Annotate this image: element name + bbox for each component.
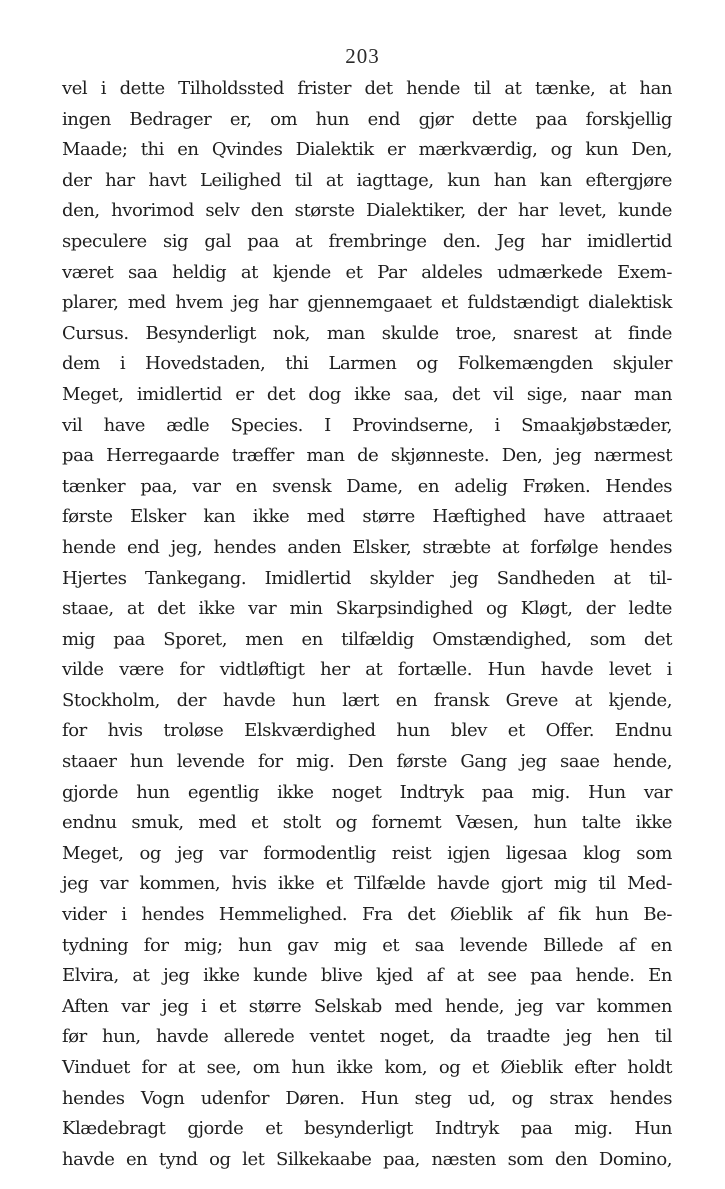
text-line: jeg var kommen, hvis ikke et Tilfælde havde gjort mig til Med- [62, 873, 672, 895]
text-line: Meget, og jeg var formodentlig reist igjen ligesaa klog som [62, 842, 672, 864]
text-line: endnu smuk, med et stolt og fornemt Væsen, hun talte ikke [62, 812, 672, 834]
text-line: vilde være for vidtløftigt her at fortælle. Hun havde levet i [62, 659, 672, 681]
text-line: Elvira, at jeg ikke kunde blive kjed af at see paa hende. En [62, 965, 672, 987]
text-line: Hjertes Tankegang. Imidlertid skylder jeg Sandheden at til- [62, 567, 672, 589]
text-line: Meget, imidlertid er det dog ikke saa, det vil sige, naar man [62, 383, 672, 405]
text-line: staaer hun levende for mig. Den første Gang jeg saae hende, [62, 751, 672, 773]
text-line: Maade; thi en Qvindes Dialektik er mærkværdig, og kun Den, [62, 139, 672, 161]
text-line: den, hvorimod selv den største Dialektiker, der har levet, kunde [62, 200, 672, 222]
text-line: for hvis troløse Elskværdighed hun blev et Offer. Endnu [62, 720, 672, 742]
text-line: været saa heldig at kjende et Par aldeles udmærkede Exem- [62, 261, 672, 283]
text-line: vel i dette Tilholdssted frister det hende til at tænke, at han [62, 78, 672, 99]
text-line: hende end jeg, hendes anden Elsker, stræbte at forfølge hendes [62, 536, 672, 558]
text-line: plarer, med hvem jeg har gjennemgaaet et fuldstændigt dialektisk [62, 292, 672, 314]
text-line: Stockholm, der havde hun lært en fransk Greve at kjende, [62, 689, 672, 711]
text-line: første Elsker kan ikke med større Hæftighed have attraaet [62, 506, 672, 528]
text-line: vil have ædle Species. I Provindserne, i Smaakjøbstæder, [62, 414, 672, 436]
text-line: mig paa Sporet, men en tilfældig Omstændighed, som det [62, 628, 672, 650]
text-line: hendes Vogn udenfor Døren. Hun steg ud, og strax hendes [62, 1087, 672, 1109]
text-line: tænker paa, var en svensk Dame, en adelig Frøken. Hendes [62, 475, 672, 497]
text-line: Klædebragt gjorde et besynderligt Indtryk paa mig. Hun [62, 1118, 672, 1140]
page-number: 203 [345, 44, 380, 68]
body-text [62, 74, 672, 1175]
text-line: dem i Hovedstaden, thi Larmen og Folkemængden skjuler [62, 353, 672, 375]
text-line: havde en tynd og let Silkekaabe paa, næsten som den Domino, [62, 1148, 672, 1170]
text-line: Aften var jeg i et større Selskab med hende, jeg var kommen [62, 995, 672, 1017]
text-line: speculere sig gal paa at frembringe den. Jeg har imidlertid [62, 230, 672, 252]
text-line: Vinduet for at see, om hun ikke kom, og et Øieblik efter holdt [62, 1057, 672, 1078]
text-line: tydning for mig; hun gav mig et saa levende Billede af en [62, 934, 672, 956]
text-line: Cursus. Besynderligt nok, man skulde troe, snarest at finde [62, 322, 672, 344]
text-line: staae, at det ikke var min Skarpsindighed og Kløgt, der ledte [62, 598, 672, 620]
text-line: gjorde hun egentlig ikke noget Indtryk paa mig. Hun var [62, 781, 672, 803]
text-line: paa Herregaarde træffer man de skjønneste. Den, jeg nærmest [62, 445, 672, 467]
text-line: vider i hendes Hemmelighed. Fra det Øieblik af fik hun Be- [62, 904, 672, 926]
text-line: der har havt Leilighed til at iagttage, kun han kan eftergjøre [62, 169, 672, 191]
text-line: før hun, havde allerede ventet noget, da traadte jeg hen til [62, 1026, 672, 1048]
text-line: ingen Bedrager er, om hun end gjør dette paa forskjellig [62, 108, 672, 130]
